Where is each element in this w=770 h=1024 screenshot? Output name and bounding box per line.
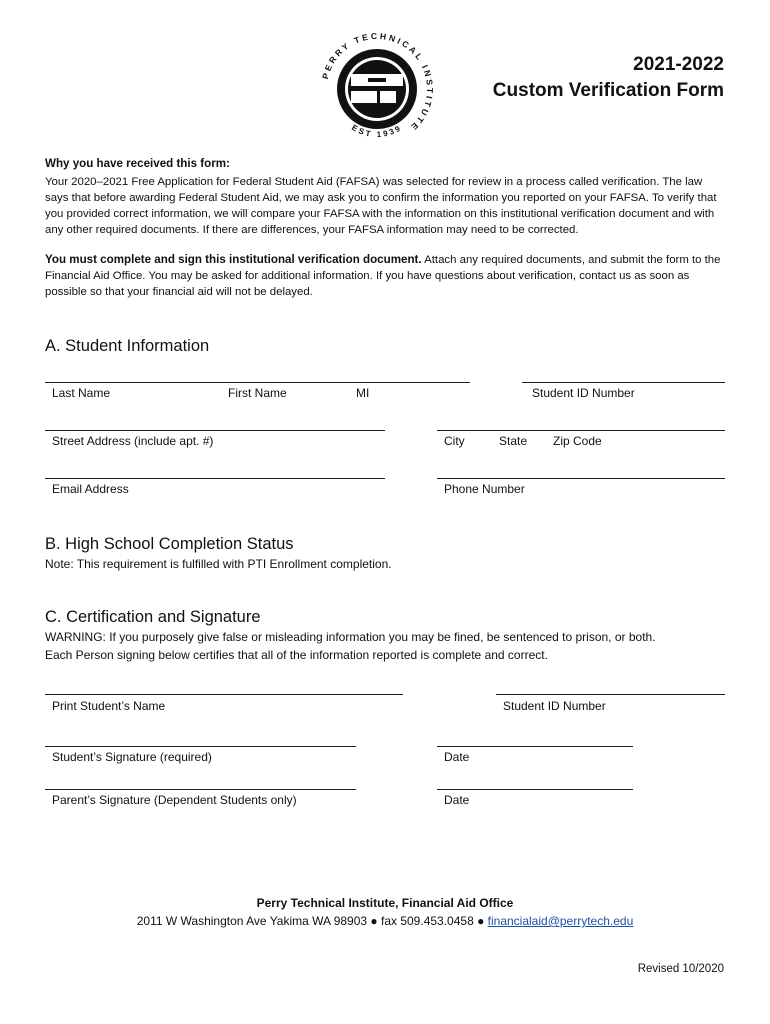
signer-student-id-label: Student ID Number (503, 699, 606, 713)
print-name-field-line[interactable] (45, 694, 403, 695)
footer-address: 2011 W Washington Ave Yakima WA 98903 ● fax 509.453.0458 ● (136, 914, 488, 928)
zip-label: Zip Code (553, 434, 602, 448)
form-title (493, 52, 724, 104)
first-name-label: First Name (228, 386, 287, 400)
parent-signature-label: Parent’s Signature (Dependent Students only) (52, 793, 297, 807)
intro-must-complete: You must complete and sign this institutional verification document. (45, 253, 422, 266)
email-label: Email Address (52, 482, 129, 496)
intro-paragraph-2 (45, 252, 725, 300)
logo-ring-text: PERRY TECHNICAL INSTITUTE (319, 30, 436, 134)
warning-text: WARNING: If you purposely give false or misleading information you may be fined, be sentenced to prison, or both. (45, 630, 656, 644)
footer (0, 894, 770, 930)
footer-contact (0, 912, 770, 930)
student-signature-line[interactable] (45, 746, 356, 747)
name-field-line[interactable] (45, 382, 470, 383)
section-c-heading: C. Certification and Signature (45, 608, 261, 626)
student-id-field-line[interactable] (522, 382, 725, 383)
parent-signature-line[interactable] (45, 789, 356, 790)
street-field-line[interactable] (45, 430, 385, 431)
last-name-label: Last Name (52, 386, 111, 400)
print-name-label: Print Student’s Name (52, 699, 166, 713)
email-field-line[interactable] (45, 478, 385, 479)
mi-label: MI (356, 386, 370, 400)
section-a-heading: A. Student Information (45, 337, 210, 355)
signer-student-id-field-line[interactable] (496, 694, 725, 695)
footer-email-link[interactable]: financialaid@perrytech.edu (487, 914, 634, 928)
phone-field-line[interactable] (437, 478, 725, 479)
student-id-label: Student ID Number (532, 386, 635, 400)
revised-date: Revised 10/2020 (637, 963, 724, 975)
student-date-label: Date (444, 750, 470, 764)
section-b-note: Note: This requirement is fulfilled with PTI Enrollment completion. (45, 557, 392, 571)
phone-label: Phone Number (444, 482, 525, 496)
intro-heading: Why you have received this form: (45, 157, 230, 170)
form-name: Custom Verification Form (492, 80, 724, 101)
street-label: Street Address (include apt. #) (52, 434, 214, 448)
parent-date-label: Date (444, 793, 470, 807)
form-year: 2021-2022 (633, 54, 724, 75)
footer-org: Perry Technical Institute, Financial Aid Office (256, 896, 514, 910)
parent-date-line[interactable] (437, 789, 633, 790)
city-state-zip-field-line[interactable] (437, 430, 725, 431)
student-date-line[interactable] (437, 746, 633, 747)
logo-est-text: EST 1939 (350, 122, 404, 140)
state-label: State (499, 434, 528, 448)
perry-tech-logo (318, 30, 436, 148)
intro-paragraph-2-rest: Attach any required documents, and submit the form to the Financial Aid Office. You may be asked for additional information. If you have questions about verification, contact us as soon as possible so that your financial aid will not be delayed. (45, 254, 721, 298)
section-b-heading: B. High School Completion Status (45, 535, 294, 553)
certify-text: Each Person signing below certifies that all of the information reported is complete and correct. (45, 648, 548, 662)
city-label: City (444, 434, 465, 448)
logo-seal-graphic (318, 30, 436, 148)
intro-paragraph-1: Your 2020–2021 Free Application for Federal Student Aid (FAFSA) was selected for review in a process called verification. The law says that before awarding Federal Student Aid, we may ask you to confirm the information you reported on your FAFSA. To verify that you provided correct information, we will compare your FAFSA with the information on this institutional verification document and with any other required documents. If there are differences, your FAFSA information may need to be corrected. (45, 176, 717, 236)
student-signature-label: Student’s Signature (required) (52, 750, 212, 764)
